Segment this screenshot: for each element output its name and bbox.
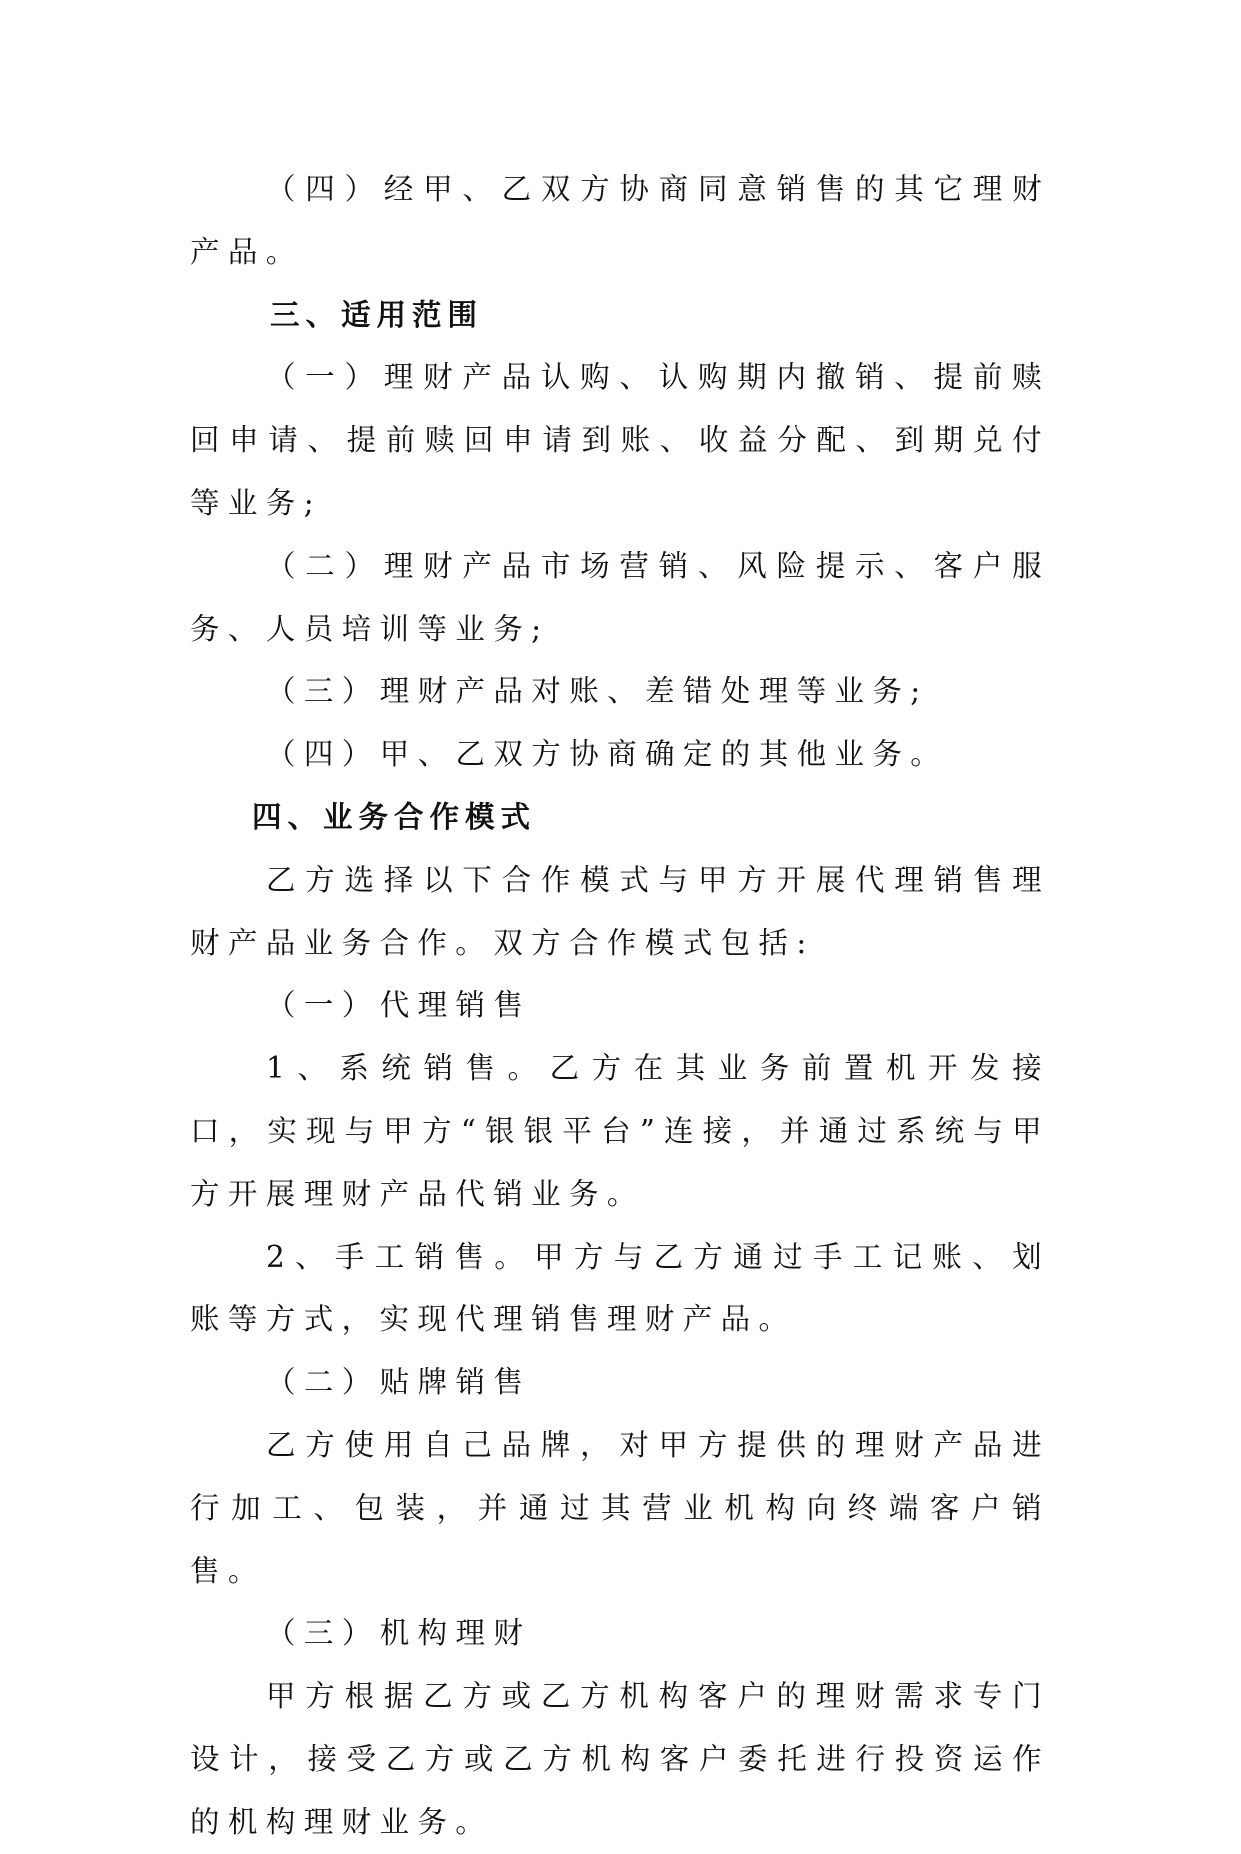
paragraph: （四）甲、乙双方协商确定的其他业务。 <box>266 737 949 772</box>
paragraph: 甲方根据乙方或乙方机构客户的理财需求专门设计，接受乙方或乙方机构客户委托进行投资运作的机构理财业务。 <box>190 1679 1050 1839</box>
paragraph: （二）理财产品市场营销、风险提示、客户服务、人员培训等业务; <box>190 548 1050 646</box>
paragraph: 2、手工销售。甲方与乙方通过手工记账、划账等方式，实现代理销售理财产品。 <box>190 1239 1050 1337</box>
paragraph: 乙方使用自己品牌，对甲方提供的理财产品进行加工、包装，并通过其营业机构向终端客户销售。 <box>190 1427 1050 1588</box>
paragraph: （一）代理销售 <box>266 988 532 1023</box>
section-heading: 三、适用范围 <box>270 297 484 332</box>
paragraph: （三）理财产品对账、差错处理等业务; <box>266 674 929 709</box>
paragraph: （二）贴牌销售 <box>266 1365 532 1400</box>
paragraph: （三）机构理财 <box>266 1616 532 1651</box>
paragraph: 乙方选择以下合作模式与甲方开展代理销售理财产品业务合作。双方合作模式包括: <box>190 862 1050 960</box>
paragraph: 1、系统销售。乙方在其业务前置机开发接口，实现与甲方“银银平台”连接，并通过系统与甲方开展理财产品代销业务。 <box>190 1051 1050 1211</box>
document-body <box>190 158 1050 1854</box>
section-heading: 四、业务合作模式 <box>252 799 537 834</box>
paragraph: （一）理财产品认购、认购期内撤销、提前赎回申请、提前赎回申请到账、收益分配、到期兑付等业务; <box>190 360 1050 520</box>
paragraph: （四）经甲、乙双方协商同意销售的其它理财产品。 <box>190 172 1050 269</box>
